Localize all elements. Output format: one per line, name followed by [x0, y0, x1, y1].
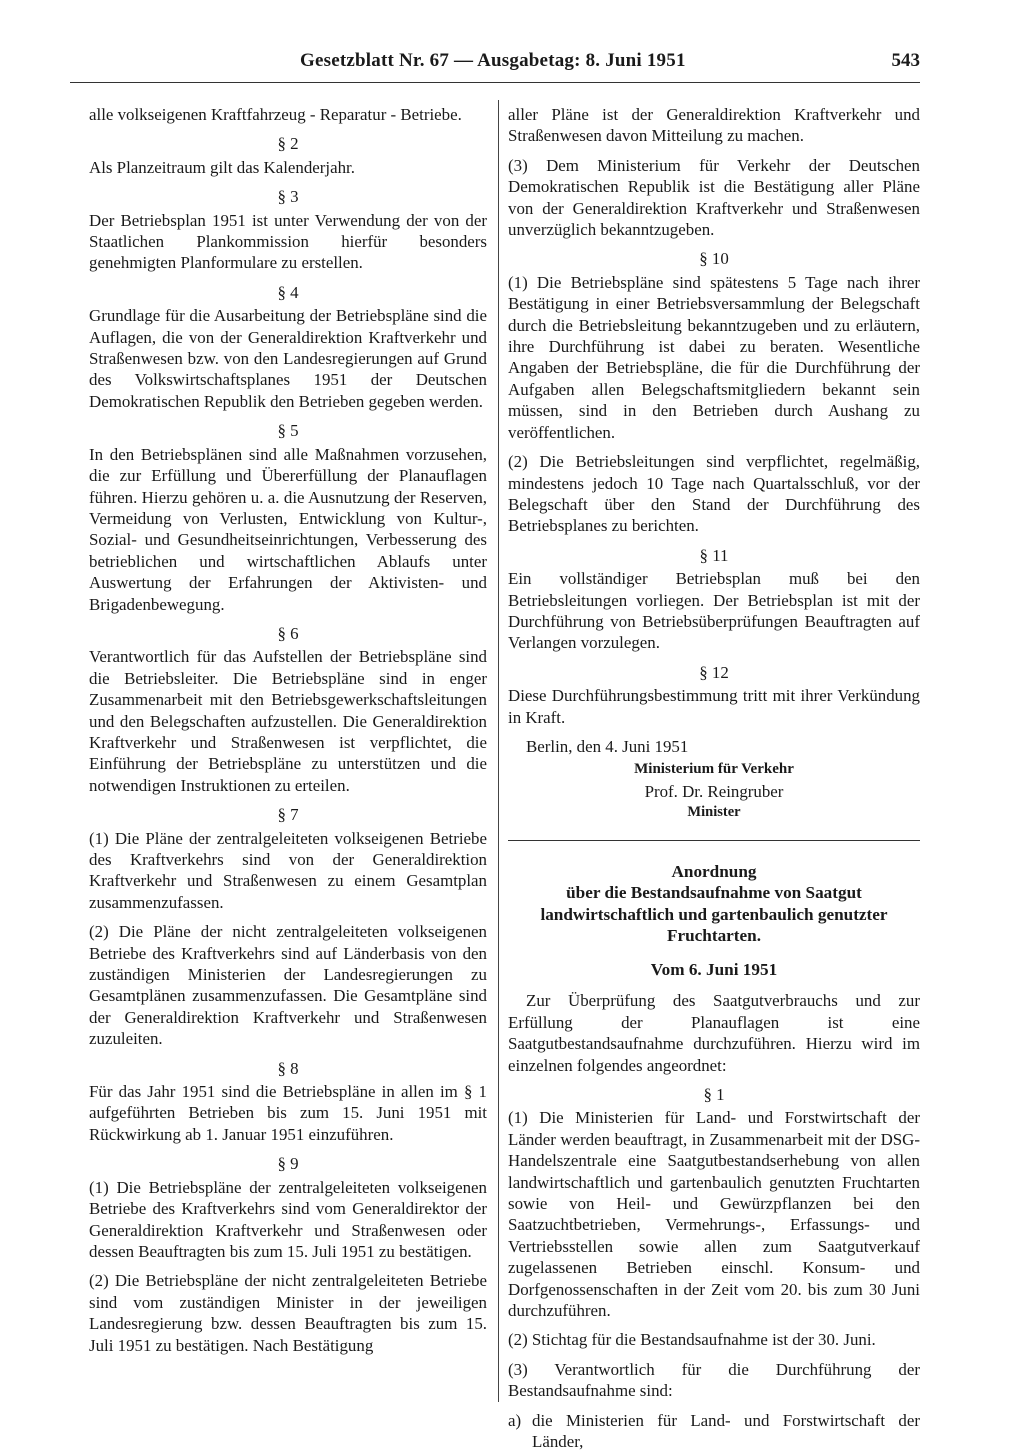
paragraph: alle volkseigenen Kraftfahrzeug - Reparatur - Betriebe.: [89, 105, 462, 124]
paragraph: (3) Dem Ministerium für Verkehr der Deutschen Demokratischen Republik ist die Bestätigung aller Pläne von der Generaldirektion Kraftverkehr und Straßenwesen unverzüglich bekanntzugeben.: [508, 155, 920, 240]
list-item-text: die Ministerien für Land- und Forstwirtschaft der Länder,: [532, 1410, 920, 1452]
signature-role: Minister: [687, 804, 741, 821]
paragraph: (2) Stichtag für die Bestandsaufnahme ist der 30. Juni.: [508, 1330, 876, 1350]
paragraph: Verantwortlich für das Aufstellen der Betriebspläne sind die Betriebsleiter. Die Betriebspläne sind in enger Zusammenarbeit mit den Betriebsgewerkschaftsleitungen und den Belegschaften aufzustellen. Die Generaldirektion Kraftverkehr und Straßenwesen ist verpflichtet, die Einführung der Betriebspläne zu unterstützen und die notwendigen Instruktionen zu erteilen.: [89, 647, 487, 795]
paragraph: Als Planzeitraum gilt das Kalenderjahr.: [89, 157, 355, 177]
paragraph: In den Betriebsplänen sind alle Maßnahmen vorzusehen, die zur Erfüllung und Übererfüllung der Planauflagen führen. Hierzu gehören u. a. die Ausnutzung der Reserven, Vermeidung von Verlusten, Entwicklung von Kultur-, Sozial- und Gesundheitseinrichtungen, Verbesserung des betrieblichen und wirtschaftlichen Ablaufs unter Auswertung der Erfahrungen der Aktivisten- und Brigadenbewegung.: [89, 444, 487, 614]
section-separator: [508, 840, 920, 841]
paragraph: (2) Die Betriebsleitungen sind verpflichtet, regelmäßig, mindestens jedoch 10 Tage nach Quartalsschluß, vor der Belegschaft über den Stand der Durchführung des Betriebsplanes zu berichten.: [508, 452, 920, 536]
section-heading: § 2: [277, 134, 299, 154]
paragraph: aller Pläne ist der Generaldirektion Kraftverkehr und Straßenwesen davon Mitteilung zu machen.: [508, 105, 920, 146]
paragraph: Diese Durchführungsbestimmung tritt mit ihrer Verkündung in Kraft.: [508, 686, 920, 727]
header-divider: [70, 82, 920, 83]
paragraph: Ein vollständiger Betriebsplan muß bei den Betriebsleitungen vorliegen. Der Betriebsplan ist mit der Durchführung von Betriebsüberprüfungen Beauftragten auf Verlangen vorzulegen.: [508, 569, 920, 653]
section-heading: § 3: [277, 187, 299, 207]
section-heading: § 5: [277, 421, 299, 441]
paragraph: Der Betriebsplan 1951 ist unter Verwendung der von der Staatlichen Plankommission hierfür besonders genehmigten Planformulare zu erstellen.: [89, 210, 487, 273]
section-heading: § 4: [277, 282, 299, 302]
signature-place-date: Berlin, den 4. Juni 1951: [526, 736, 689, 756]
paragraph: (1) Die Ministerien für Land- und Forstwirtschaft der Länder werden beauftragt, in Zusammenarbeit mit der DSG-Handelszentrale eine Saatgutbestandserhebung von allen landwirtschaftlich und gartenbaulich genutzten Fruchtarten sowie von Heil- und Gewürzpflanzen bei den Saatzuchtbetrieben, Vermehrungs-, Erfassungs- und Vertriebsstellen sowie allen zum Saatgutverkauf zugelassenen Betrieben einschl. Konsum- und Dorfgenossenschaften in der Zeit vom 20. bis zum 30 Juni durchzuführen.: [508, 1108, 920, 1321]
paragraph: (2) Die Pläne der nicht zentralgeleiteten volkseigenen Betriebe des Kraftverkehrs sind auf Länderbasis von den zuständigen Ministerien der Landesregierungen zu Gesamtplänen zusammenzufassen. Die Gesamtpläne sind der Generaldirektion Kraftverkehr und Straßenwesen zuzuleiten.: [89, 922, 487, 1049]
section-heading: § 8: [277, 1058, 299, 1078]
ordinance-date: Vom 6. Juni 1951: [650, 959, 778, 979]
section-heading: § 11: [699, 545, 729, 565]
paragraph: Grundlage für die Ausarbeitung der Betriebspläne sind die Auflagen, die von der Generaldirektion Kraftverkehr und Straßenwesen bzw. von den Landesregierungen auf Grund des Volkswirtschaftsplanes 1951 der Deutschen Demokratischen Republik den Betrieben gegeben werden.: [89, 306, 487, 411]
section-heading: § 10: [699, 249, 729, 269]
paragraph: (1) Die Betriebspläne der zentralgeleiteten volkseigenen Betriebe des Kraftverkehrs sind vom Generaldirektor der Generaldirektion Kraftverkehr und Straßenwesen oder dessen Beauftragten bis zum 15. Juli 1951 zu bestätigen.: [89, 1177, 487, 1261]
column-divider: [498, 100, 499, 1402]
page-header: [70, 50, 920, 80]
paragraph: (1) Die Betriebspläne sind spätestens 5 Tage nach ihrer Bestätigung in einer Betriebsversammlung der Belegschaft durch die Betriebsleitung bekanntzugeben und zu erläutern, ihre Durchführung ist dabei zu beraten. Wesentliche Angaben der Betriebspläne, die für die Durchführung der Aufgaben allen Belegschaftsmitgliedern bekannt sein müssen, sind in den Betrieben durch Aushang zu veröffentlichen.: [508, 272, 920, 442]
signature-ministry: Ministerium für Verkehr: [634, 761, 794, 778]
right-column: [508, 104, 920, 1453]
signature-name: Prof. Dr. Reingruber: [644, 781, 784, 801]
paragraph: (3) Verantwortlich für die Durchführung der Bestandsaufnahme sind:: [508, 1359, 920, 1401]
section-heading: § 9: [277, 1154, 299, 1174]
list-item: [508, 1410, 920, 1453]
section-heading: § 12: [699, 662, 729, 682]
section-heading: § 1: [703, 1085, 725, 1104]
paragraph: Zur Überprüfung des Saatgutverbrauchs und zur Erfüllung der Planauflagen ist eine Saatgutbestandsaufnahme durchzuführen. Hierzu wird im einzelnen folgendes angeordnet:: [508, 991, 920, 1075]
paragraph: (2) Die Betriebspläne der nicht zentralgeleiteten Betriebe sind vom zuständigen Minister in der jeweiligen Landesregierung bzw. dessen Beauftragten bis zum 15. Juli 1951 zu bestätigen. Nach Bestätigung: [89, 1271, 487, 1355]
section-heading: § 7: [277, 805, 299, 825]
paragraph: Für das Jahr 1951 sind die Betriebspläne in allen im § 1 aufgeführten Betrieben bis zum 15. Juni 1951 mit Rückwirkung ab 1. Januar 1951 einzuführen.: [89, 1082, 487, 1144]
gazette-title: Gesetzblatt Nr. 67 — Ausgabetag: 8. Juni 1951: [300, 50, 686, 71]
paragraph: (1) Die Pläne der zentralgeleiteten volkseigenen Betriebe des Kraftverkehrs sind von der Generaldirektion Kraftverkehr und Straßenwesen zu einem Gesamtplan zusammenzufassen.: [89, 828, 487, 912]
page-number: 543: [891, 50, 920, 71]
left-column: [89, 104, 487, 1364]
list-item-label: a): [508, 1410, 522, 1430]
section-heading: § 6: [277, 623, 299, 643]
ordinance-title: Anordnung: [671, 861, 757, 881]
ordinance-subtitle: über die Bestandsaufnahme von Saatgut landwirtschaftlich und gartenbaulich genutzter Fruchtarten.: [540, 883, 888, 946]
